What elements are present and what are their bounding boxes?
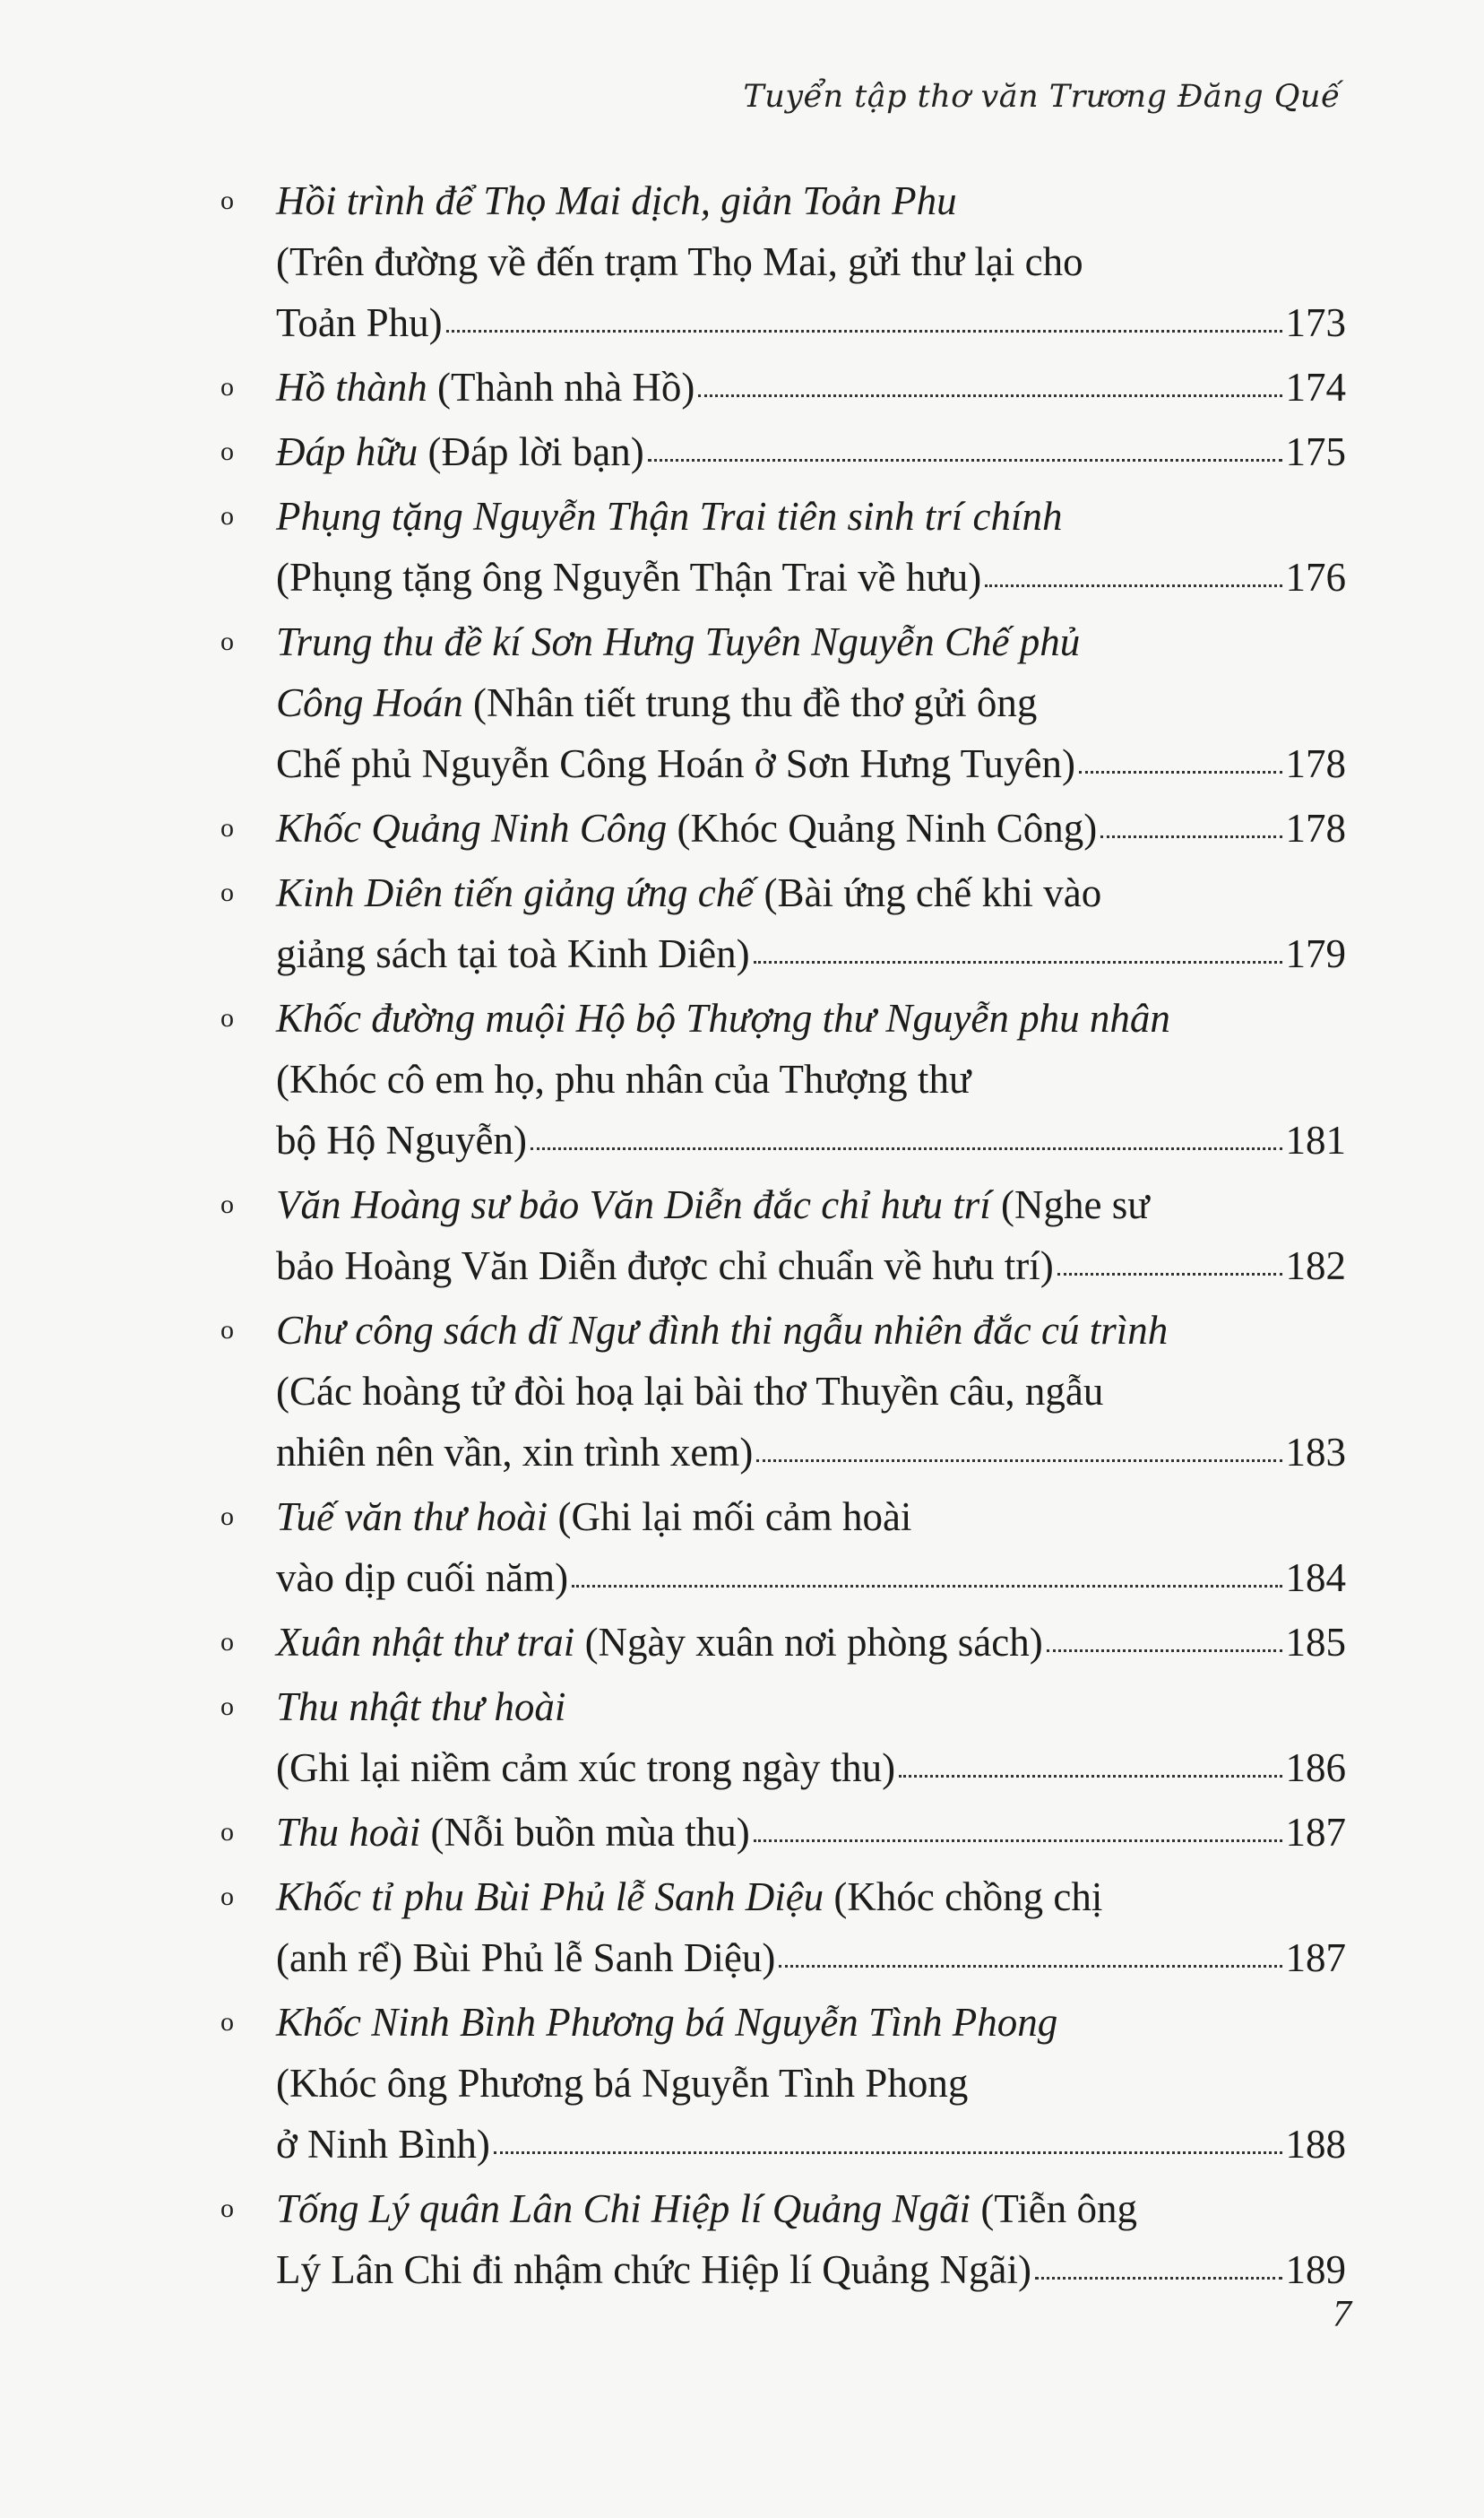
entry-text xyxy=(276,1547,568,1608)
entry-last-line xyxy=(276,2239,1346,2300)
entry-title-translation: ở Ninh Bình) xyxy=(276,2122,490,2167)
dot-leader xyxy=(779,1956,1281,1968)
entry-title-translation: vào dịp cuối năm) xyxy=(276,1555,569,1600)
entry-title-translation: (Ghi lại niềm cảm xúc trong ngày thu) xyxy=(276,1745,896,1790)
circle-bullet-icon: o xyxy=(220,1817,234,1847)
entry-title-translation: (Đáp lời bạn) xyxy=(418,429,644,474)
entry-line xyxy=(276,1300,1346,1361)
entry-text xyxy=(276,1612,1043,1673)
toc-entry xyxy=(208,1802,1346,1863)
dot-leader xyxy=(1035,2268,1282,2280)
entry-last-line xyxy=(276,923,1346,984)
entry-title-translation: (Khóc ông Phương bá Nguyễn Tình Phong xyxy=(276,2061,969,2106)
entry-title-italic: Thu hoài xyxy=(276,1810,421,1855)
entry-title-italic: Phụng tặng Nguyễn Thận Trai tiên sinh trí chính xyxy=(276,494,1063,539)
entry-page-number: 178 xyxy=(1285,741,1346,786)
entry-line xyxy=(276,1361,1346,1422)
toc-entry xyxy=(208,798,1346,859)
entry-title-translation: (Khóc Quảng Ninh Công) xyxy=(667,806,1098,851)
dot-leader xyxy=(756,1450,1281,1462)
entry-title-translation: (Khóc chồng chị xyxy=(824,1874,1103,1919)
entry-text xyxy=(276,923,750,984)
dot-leader xyxy=(494,2142,1282,2154)
entry-text xyxy=(276,357,695,418)
entry-title-translation: (Khóc cô em họ, phu nhân của Thượng thư xyxy=(276,1057,971,1102)
entry-page-number: 189 xyxy=(1285,2247,1346,2292)
entry-line xyxy=(276,672,1346,733)
entry-page-number: 182 xyxy=(1285,1243,1346,1288)
entry-line xyxy=(276,1486,1346,1547)
entry-title-translation: Toản Phu) xyxy=(276,300,443,345)
entry-last-line xyxy=(276,733,1346,794)
entry-page-number: 179 xyxy=(1285,931,1346,976)
entry-page-number: 174 xyxy=(1285,365,1346,410)
circle-bullet-icon: o xyxy=(220,437,234,466)
circle-bullet-icon: o xyxy=(220,186,234,215)
entry-title-italic: Tuế văn thư hoài xyxy=(276,1494,548,1539)
entry-title-italic: Tống Lý quân Lân Chi Hiệp lí Quảng Ngãi xyxy=(276,2186,971,2231)
running-head: Tuyển tập thơ văn Trương Đăng Quế xyxy=(743,79,1341,115)
entry-line xyxy=(276,486,1346,547)
entry-page-number: 183 xyxy=(1285,1430,1346,1475)
entry-text xyxy=(276,798,1097,859)
toc-entry xyxy=(208,862,1346,984)
entry-line xyxy=(276,2178,1346,2239)
entry-title-italic: Khốc tỉ phu Bùi Phủ lễ Sanh Diệu xyxy=(276,1874,824,1919)
entry-last-line xyxy=(276,1422,1346,1483)
dot-leader xyxy=(531,1138,1282,1150)
entry-title-translation: (Nghe sư xyxy=(990,1182,1150,1227)
entry-title-translation: bảo Hoàng Văn Diễn được chỉ chuẩn về hưu trí) xyxy=(276,1243,1054,1288)
circle-bullet-icon: o xyxy=(220,1315,234,1345)
dot-leader xyxy=(1079,762,1281,774)
entry-title-italic: Hồi trình để Thọ Mai dịch, giản Toản Phu xyxy=(276,178,957,223)
entry-last-line xyxy=(276,1235,1346,1296)
entry-line xyxy=(276,2053,1346,2114)
entry-line xyxy=(276,1049,1346,1110)
entry-page-number: 184 xyxy=(1285,1555,1346,1600)
entry-line xyxy=(276,1866,1346,1927)
circle-bullet-icon: o xyxy=(220,1627,234,1657)
entry-title-italic: Khốc Ninh Bình Phương bá Nguyễn Tình Phong xyxy=(276,2000,1058,2045)
circle-bullet-icon: o xyxy=(220,2194,234,2223)
entry-title-translation: (Phụng tặng ông Nguyễn Thận Trai về hưu) xyxy=(276,555,982,600)
entry-text xyxy=(276,1737,895,1798)
entry-last-line xyxy=(276,1612,1346,1673)
entry-text xyxy=(276,1422,753,1483)
toc-entry xyxy=(208,486,1346,608)
entry-page-number: 185 xyxy=(1285,1620,1346,1665)
entry-title-italic: Khốc đường muội Hộ bộ Thượng thư Nguyễn phu nhân xyxy=(276,996,1170,1041)
entry-last-line xyxy=(276,421,1346,482)
entry-last-line xyxy=(276,357,1346,418)
entry-last-line xyxy=(276,1927,1346,1988)
entry-page-number: 173 xyxy=(1285,300,1346,345)
entry-text xyxy=(276,421,644,482)
entry-page-number: 181 xyxy=(1285,1118,1346,1163)
entry-title-italic: Trung thu đề kí Sơn Hưng Tuyên Nguyễn Chế phủ xyxy=(276,619,1081,664)
entry-title-italic: Khốc Quảng Ninh Công xyxy=(276,806,668,851)
toc-entry xyxy=(208,1612,1346,1673)
entry-last-line xyxy=(276,1547,1346,1608)
circle-bullet-icon: o xyxy=(220,501,234,531)
toc-entry xyxy=(208,421,1346,482)
dot-leader xyxy=(648,450,1282,462)
entry-page-number: 178 xyxy=(1285,806,1346,851)
entry-page-number: 188 xyxy=(1285,2122,1346,2167)
entry-title-translation: Lý Lân Chi đi nhậm chức Hiệp lí Quảng Ngãi) xyxy=(276,2247,1031,2292)
dot-leader xyxy=(985,575,1281,587)
entry-text xyxy=(276,2239,1031,2300)
entry-title-translation: (Nỗi buồn mùa thu) xyxy=(420,1810,750,1855)
toc-entry xyxy=(208,1174,1346,1296)
dot-leader xyxy=(1057,1264,1282,1276)
entry-title-translation: (Trên đường về đến trạm Thọ Mai, gửi thư lại cho xyxy=(276,239,1083,284)
entry-title-translation: (Ghi lại mối cảm hoài xyxy=(548,1494,912,1539)
toc-entry xyxy=(208,1992,1346,2175)
toc-entry xyxy=(208,611,1346,794)
entry-last-line xyxy=(276,292,1346,353)
entry-text xyxy=(276,547,981,608)
dot-leader xyxy=(1047,1640,1282,1652)
entry-line xyxy=(276,988,1346,1049)
entry-line xyxy=(276,1676,1346,1737)
dot-leader xyxy=(446,321,1282,333)
entry-text xyxy=(276,1110,527,1171)
entry-page-number: 186 xyxy=(1285,1745,1346,1790)
dot-leader xyxy=(698,385,1281,397)
entry-text xyxy=(276,1235,1054,1296)
entry-last-line xyxy=(276,547,1346,608)
entry-title-italic: Thu nhật thư hoài xyxy=(276,1684,566,1729)
entry-title-italic: Kinh Diên tiến giảng ứng chế xyxy=(276,870,755,915)
dot-leader xyxy=(899,1766,1281,1778)
entry-line xyxy=(276,1992,1346,2053)
entry-title-translation: nhiên nên vần, xin trình xem) xyxy=(276,1430,754,1475)
entry-text xyxy=(276,1927,775,1988)
entry-line xyxy=(276,170,1346,231)
dot-leader xyxy=(754,952,1282,964)
entry-page-number: 175 xyxy=(1285,429,1346,474)
entry-title-translation: (Các hoàng tử đòi hoạ lại bài thơ Thuyền câu, ngẫu xyxy=(276,1369,1104,1414)
entry-text xyxy=(276,1802,750,1863)
dot-leader xyxy=(572,1576,1281,1588)
entry-last-line xyxy=(276,1802,1346,1863)
toc-entry xyxy=(208,170,1346,353)
toc-entry xyxy=(208,1300,1346,1483)
circle-bullet-icon: o xyxy=(220,372,234,402)
entry-title-italic: Đáp hữu xyxy=(276,429,418,474)
dot-leader xyxy=(754,1830,1282,1842)
entry-title-italic: Công Hoán xyxy=(276,680,463,725)
toc-entry xyxy=(208,988,1346,1171)
entry-title-italic: Hồ thành xyxy=(276,365,427,410)
entry-last-line xyxy=(276,798,1346,859)
toc-entry xyxy=(208,2178,1346,2300)
entry-title-translation: (Bài ứng chế khi vào xyxy=(754,870,1102,915)
circle-bullet-icon: o xyxy=(220,1190,234,1219)
circle-bullet-icon: o xyxy=(220,1003,234,1033)
entry-title-translation: (Ngày xuân nơi phòng sách) xyxy=(574,1620,1043,1665)
entry-line xyxy=(276,862,1346,923)
circle-bullet-icon: o xyxy=(220,1501,234,1531)
entry-last-line xyxy=(276,1110,1346,1171)
toc-entry xyxy=(208,1866,1346,1988)
entry-text xyxy=(276,292,443,353)
entry-last-line xyxy=(276,1737,1346,1798)
entry-line xyxy=(276,231,1346,292)
entry-text xyxy=(276,733,1075,794)
toc-entry xyxy=(208,1486,1346,1608)
entry-title-translation: (Nhân tiết trung thu đề thơ gửi ông xyxy=(462,680,1038,725)
entry-title-translation: (Tiễn ông xyxy=(971,2186,1137,2231)
table-of-contents xyxy=(208,170,1346,2304)
entry-page-number: 187 xyxy=(1285,1810,1346,1855)
entry-title-translation: bộ Hộ Nguyễn) xyxy=(276,1118,527,1163)
entry-line xyxy=(276,1174,1346,1235)
entry-title-italic: Văn Hoàng sư bảo Văn Diễn đắc chỉ hưu trí xyxy=(276,1182,991,1227)
entry-page-number: 187 xyxy=(1285,1935,1346,1980)
circle-bullet-icon: o xyxy=(220,878,234,907)
entry-title-translation: (Thành nhà Hồ) xyxy=(427,365,695,410)
entry-title-italic: Chư công sách dĩ Ngư đình thi ngẫu nhiên đắc cú trình xyxy=(276,1308,1169,1353)
entry-text xyxy=(276,2114,490,2175)
toc-entry xyxy=(208,357,1346,418)
entry-line xyxy=(276,611,1346,672)
dot-leader xyxy=(1100,826,1281,838)
circle-bullet-icon: o xyxy=(220,2007,234,2037)
entry-title-translation: (anh rể) Bùi Phủ lễ Sanh Diệu) xyxy=(276,1935,776,1980)
page-number: 7 xyxy=(1333,2294,1351,2335)
entry-page-number: 176 xyxy=(1285,555,1346,600)
circle-bullet-icon: o xyxy=(220,627,234,656)
circle-bullet-icon: o xyxy=(220,1692,234,1721)
entry-title-translation: giảng sách tại toà Kinh Diên) xyxy=(276,931,750,976)
toc-entry xyxy=(208,1676,1346,1798)
entry-title-italic: Xuân nhật thư trai xyxy=(276,1620,575,1665)
circle-bullet-icon: o xyxy=(220,1882,234,1911)
circle-bullet-icon: o xyxy=(220,813,234,843)
entry-last-line xyxy=(276,2114,1346,2175)
entry-title-translation: Chế phủ Nguyễn Công Hoán ở Sơn Hưng Tuyên) xyxy=(276,741,1076,786)
